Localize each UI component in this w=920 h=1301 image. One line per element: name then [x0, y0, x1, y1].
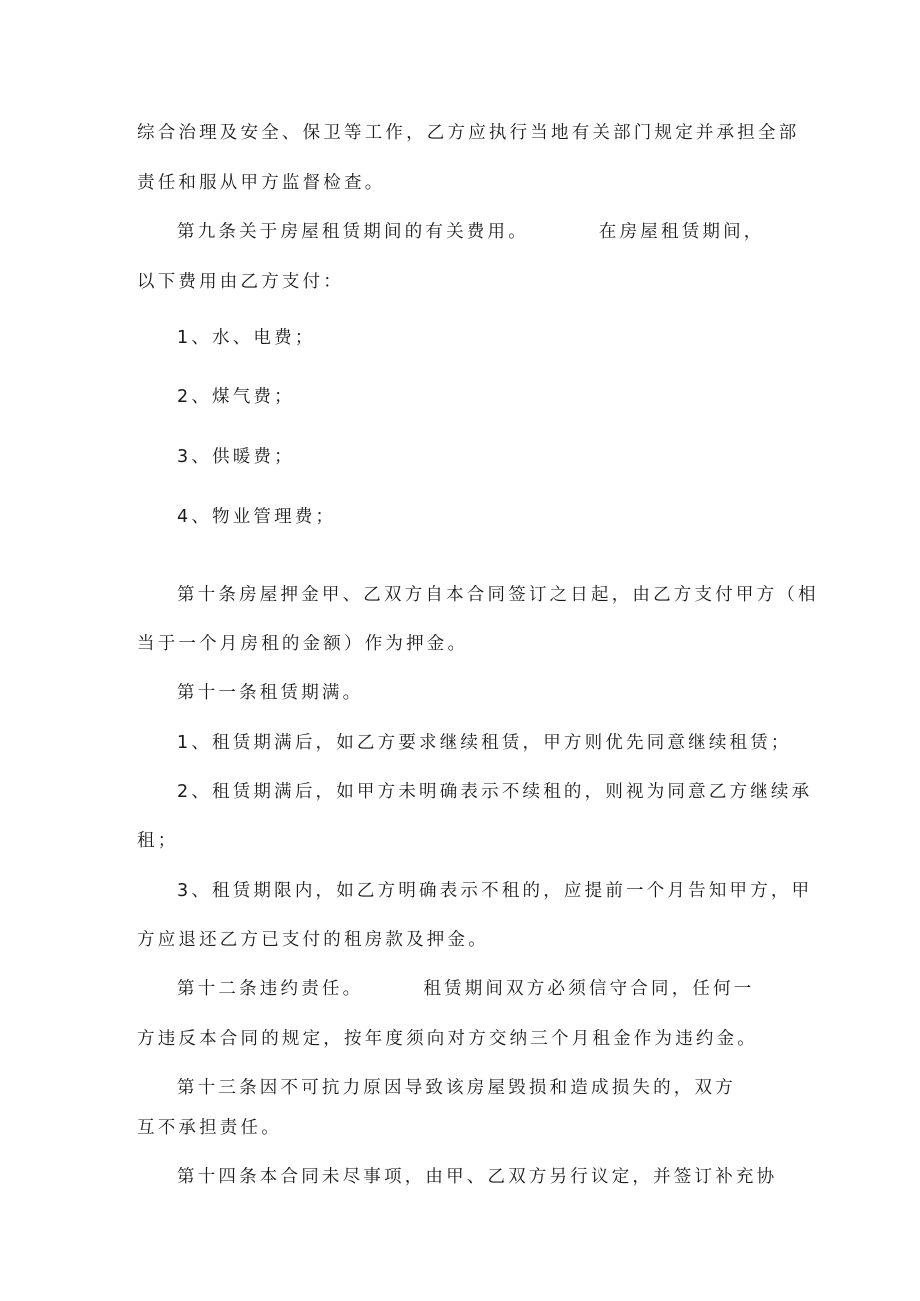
list-item: 1、租赁期满后，如乙方要求继续租赁，甲方则优先同意继续租赁； — [177, 733, 792, 753]
article-10-text: 第十条房屋押金甲、乙双方自本合同签订之日起，由乙方支付甲方（相 — [177, 585, 819, 605]
text-line: 互不承担责任。 — [137, 1118, 282, 1138]
text-line: 以下费用由乙方支付： — [137, 272, 344, 292]
article-9-text: 在房屋租赁期间， — [598, 222, 765, 242]
article-12-title: 第十二条违约责任。 — [177, 979, 364, 999]
list-item: 4、物业管理费； — [177, 507, 337, 527]
text-line: 当于一个月房租的金额）作为押金。 — [137, 634, 469, 654]
list-item: 3、租赁期限内，如乙方明确表示不租的，应提前一个月告知甲方，甲 — [177, 881, 813, 901]
article-13-text: 第十三条因不可抗力原因导致该房屋毁损和造成损失的，双方 — [177, 1078, 736, 1098]
list-item: 2、租赁期满后，如甲方未明确表示不续租的，则视为同意乙方继续承 — [177, 782, 813, 802]
text-line: 方违反本合同的规定，按年度须向对方交纳三个月租金作为违约金。 — [137, 1029, 758, 1049]
list-item: 2、煤气费； — [177, 387, 295, 407]
article-14-text: 第十四条本合同未尽事项，由甲、乙双方另行议定，并签订补充协 — [177, 1167, 778, 1187]
article-12-text: 租赁期间双方必须信守合同，任何一 — [423, 979, 755, 999]
text-line: 责任和服从甲方监督检查。 — [137, 173, 386, 193]
list-item: 1、水、电费； — [177, 328, 316, 348]
article-12-heading — [177, 977, 755, 1001]
article-9-heading — [177, 220, 765, 244]
text-line: 综合治理及安全、保卫等工作，乙方应执行当地有关部门规定并承担全部 — [137, 123, 800, 143]
article-11-title: 第十一条租赁期满。 — [177, 683, 364, 703]
article-9-title: 第九条关于房屋租赁期间的有关费用。 — [177, 222, 529, 242]
text-line: 方应退还乙方已支付的租房款及押金。 — [137, 930, 489, 950]
list-item: 3、供暖费； — [177, 447, 295, 467]
text-line: 租； — [137, 831, 179, 851]
